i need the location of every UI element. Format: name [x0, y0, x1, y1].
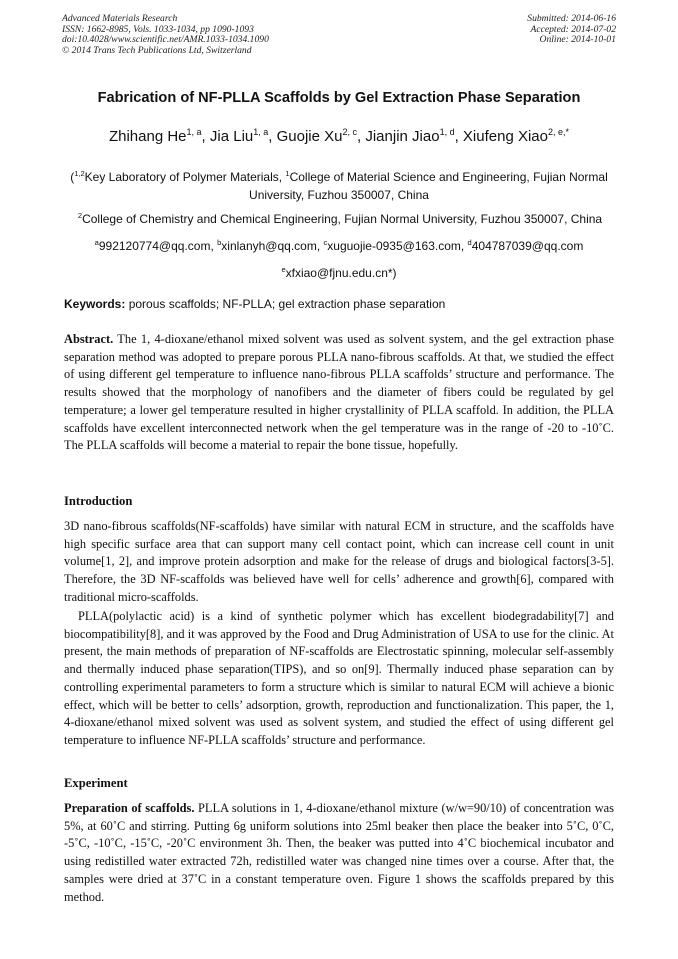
author-name: Jia Liu: [209, 128, 254, 145]
author-affiliation-mark: 1, d: [439, 127, 455, 137]
keywords-text: porous scaffolds; NF-PLLA; gel extraction phase separation: [125, 297, 446, 311]
email-line: [64, 234, 614, 255]
journal-header-right: [527, 14, 616, 46]
accepted-date: Accepted: 2014-07-02: [530, 23, 616, 35]
journal-header-left: [62, 14, 269, 56]
submitted-date: Submitted: 2014-06-16: [527, 13, 616, 24]
author-name: Xiufeng Xiao: [462, 128, 548, 145]
introduction-paragraph-1: 3D nano-fibrous scaffolds(NF-scaffolds) have similar with natural ECM in structure, and the scaffolds have high specific surface area that can support many cell contact point, which can increase cell count in unit volume[1, 2], and improve protein adsorption and make for the release of drugs and biological factors[3-5]. Therefore, the 3D NF-scaffolds was believed have well for cells’ adherence and growth[6], compared with traditional micro-scaffolds.: [64, 519, 614, 604]
author-separator: ,: [454, 128, 463, 145]
affiliation-1: [64, 165, 614, 204]
keywords-line: [64, 297, 445, 311]
author-separator: ,: [268, 128, 277, 145]
author-list: [0, 127, 678, 145]
author-separator: ,: [201, 128, 210, 145]
experiment-paragraph-1: [64, 800, 614, 906]
issn-line: ISSN: 1662-8985, Vols. 1033-1034, pp 1090-1093: [62, 23, 254, 35]
doi-line: doi:10.4028/www.scientific.net/AMR.1033-1034.1090: [62, 34, 269, 46]
experiment-heading: Experiment: [64, 776, 128, 790]
email-address: xfxiao@fjnu.edu.cn*): [285, 266, 397, 280]
introduction-paragraph-2: PLLA(polylactic acid) is a kind of synthetic polymer which has excellent biodegradability[7] and biocompatibility[8], and it was approved by the Food and Drug Administration of USA to use for the clinic. At present, the main methods of preparation of NF-scaffolds are Electrostatic spinning, molecular self-assembly and thermally induced phase separation(TIPS), and so on[9]. Thermally induced phase separation can by controlling experimental parameters to form a structure which is similar to natural ECM will achieve a bionic effect, which will be better to cells’ adsorption, growth, reproduction and functionalization. This paper, the 1, 4-dioxane/ethanol mixed solvent was used as solvent system, and studied the effect of using different gel temperature to influence NF-PLLA scaffolds’ structure and performance.: [64, 609, 614, 747]
affiliation-mark: 2: [77, 211, 83, 220]
online-date: Online: 2014-10-01: [539, 34, 616, 46]
author-affiliation-mark: 1, a: [253, 127, 269, 137]
abstract-label: Abstract.: [64, 332, 114, 346]
affiliation-mark: 1: [285, 169, 290, 178]
affiliation-open-paren: (: [70, 170, 75, 184]
author-affiliation-mark: 2, c: [342, 127, 357, 137]
email-address: xuguojie-0935@163.com,: [327, 239, 468, 253]
email-address: xinlanyh@qq.com,: [221, 239, 324, 253]
runin-heading: Preparation of scaffolds.: [64, 801, 195, 815]
email-mark: a: [94, 238, 99, 247]
author-affiliation-mark: 2, e,*: [548, 127, 570, 137]
experiment-text: PLLA solutions in 1, 4-dioxane/ethanol mixture (w/w=90/10) of concentration was 5%, at 60˚C and stirring. Putting 6g uniform solutions into 25ml beaker then place the beaker into 5˚C, 0˚C, -5˚C, -10˚C, -15˚C, -20˚C environment 3h. Then, the beaker was putted into 4˚C biochemical incubator and using redistilled water extracted 72h, redistilled water was changed nine times over a course. After that, the samples were dried at 37˚C in a constant temperature oven. Figure 1 shows the scaffolds prepared by this method.: [64, 801, 614, 904]
copyright-line: © 2014 Trans Tech Publications Ltd, Switzerland: [62, 44, 252, 56]
email-address: 404787039@qq.com: [471, 239, 584, 253]
affiliation-text: College of Material Science and Engineering, Fujian Normal University, Fuzhou 350007, China: [249, 170, 608, 202]
author-name: Guojie Xu: [276, 128, 343, 145]
email-mark: c: [323, 238, 328, 247]
introduction-heading: Introduction: [64, 494, 133, 508]
author-name: Jianjin Jiao: [365, 128, 440, 145]
journal-name: Advanced Materials Research: [62, 13, 178, 24]
email-address: 992120774@qq.com,: [98, 239, 218, 253]
author-affiliation-mark: 1, a: [186, 127, 202, 137]
email-mark: b: [217, 238, 222, 247]
keywords-label: Keywords:: [64, 297, 126, 311]
author-emails: [64, 234, 614, 288]
email-line: [64, 261, 614, 282]
email-mark: d: [467, 238, 472, 247]
affiliation-text: College of Chemistry and Chemical Engineering, Fujian Normal University, Fuzhou 350007, China: [82, 212, 603, 226]
affiliation-mark: 1,2: [74, 169, 85, 178]
paper-title: Fabrication of NF-PLLA Scaffolds by Gel Extraction Phase Separation: [97, 90, 581, 106]
abstract-paragraph: [64, 331, 614, 455]
author-name: Zhihang He: [108, 128, 187, 145]
affiliation-2: [64, 207, 616, 228]
author-separator: ,: [357, 128, 366, 145]
affiliation-text: Key Laboratory of Polymer Materials,: [84, 170, 286, 184]
email-mark: e: [281, 265, 286, 274]
abstract-text: The 1, 4-dioxane/ethanol mixed solvent was used as solvent system, and the gel extraction phase separation method was adopted to prepare porous PLLA nano-fibrous scaffolds. At that, we studied the effect of using different gel temperature to influence nano-fibrous PLLA scaffolds’ structure and performance. The results showed that the morphology of nanofibers and the diameter of fibers could be regulated by gel temperature; a lower gel temperature resulted in higher crystallinity of PLLA scaffold. In addition, the PLLA scaffolds have excellent interconnected network when the gel temperature was in the range of -20 to -10˚C. The PLLA scaffolds will become a material to repair the bone tissue, hopefully.: [64, 332, 614, 453]
